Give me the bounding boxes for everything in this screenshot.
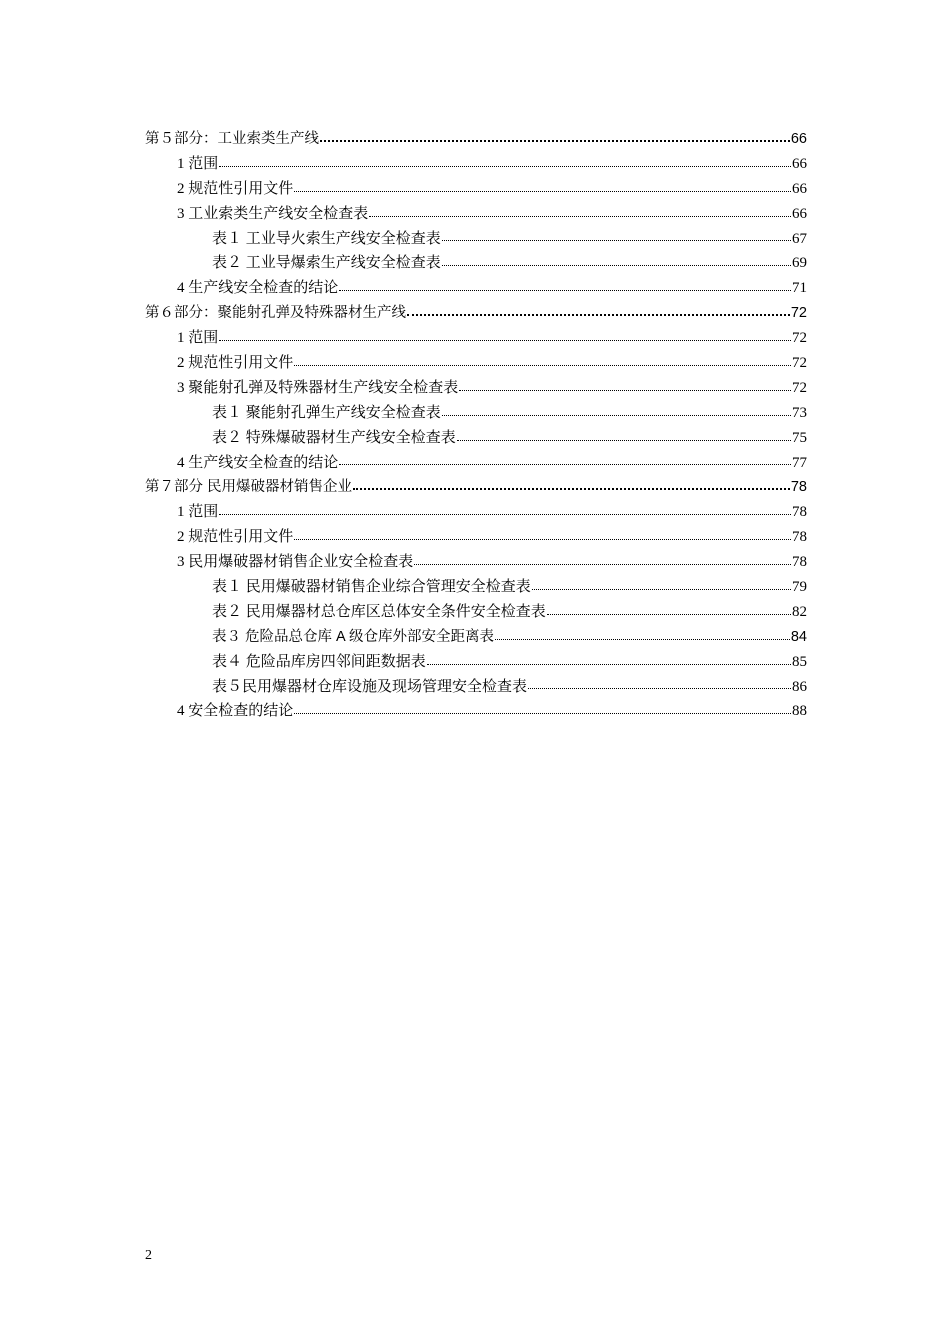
toc-entry-page: 71	[792, 280, 807, 297]
toc-entry[interactable]	[145, 401, 807, 426]
toc-entry-title: 2 规范性引用文件	[177, 180, 294, 197]
toc-part-heading[interactable]	[145, 475, 807, 500]
toc-entry-page: 72	[792, 330, 807, 347]
toc-entry-title: 表１ 聚能射孔弹生产线安全检查表	[212, 404, 441, 421]
dot-leader	[442, 414, 791, 416]
table-of-contents	[145, 127, 807, 724]
dot-leader	[407, 313, 790, 316]
toc-entry-page: 72	[790, 305, 807, 322]
toc-entry-page: 84	[790, 628, 807, 645]
dot-leader	[528, 687, 791, 689]
toc-entry-page: 86	[792, 678, 807, 695]
dot-leader	[532, 588, 791, 590]
toc-entry[interactable]	[145, 625, 807, 650]
toc-entry[interactable]	[145, 376, 807, 401]
dot-leader	[294, 712, 791, 714]
toc-entry-title: 表５民用爆器材仓库设施及现场管理安全检查表	[212, 678, 528, 695]
toc-entry[interactable]	[145, 500, 807, 525]
dot-leader	[442, 264, 791, 266]
toc-entry[interactable]	[145, 525, 807, 550]
toc-entry-title: 第７部分 民用爆破器材销售企业	[145, 479, 353, 496]
toc-entry-title: 4 生产线安全检查的结论	[177, 454, 339, 471]
toc-entry-page: 66	[792, 205, 807, 222]
toc-entry-title: 4 安全检查的结论	[177, 703, 294, 720]
dot-leader	[339, 463, 791, 465]
toc-entry[interactable]	[145, 550, 807, 575]
toc-entry-page: 85	[792, 653, 807, 670]
dot-leader	[219, 513, 791, 515]
toc-entry-page: 73	[792, 404, 807, 421]
toc-entry[interactable]	[145, 650, 807, 675]
toc-entry-title: 1 范围	[177, 504, 219, 521]
toc-entry-title: 2 规范性引用文件	[177, 355, 294, 372]
toc-entry[interactable]	[145, 227, 807, 252]
dot-leader	[339, 289, 791, 291]
dot-leader	[442, 239, 791, 241]
dot-leader	[320, 139, 790, 142]
toc-entry-page: 78	[790, 479, 807, 496]
toc-entry-page: 69	[792, 255, 807, 272]
toc-entry-title: 表３ 危险品总仓库 A 级仓库外部安全距离表	[212, 628, 494, 645]
toc-part-heading[interactable]	[145, 301, 807, 326]
toc-entry-page: 66	[790, 131, 807, 147]
toc-entry-title: 3 工业索类生产线安全检查表	[177, 205, 369, 222]
toc-entry[interactable]	[145, 152, 807, 177]
toc-entry-page: 78	[792, 529, 807, 546]
toc-entry-page: 66	[792, 180, 807, 197]
toc-entry[interactable]	[145, 426, 807, 451]
toc-entry[interactable]	[145, 177, 807, 202]
dot-leader	[369, 215, 791, 217]
dot-leader	[547, 613, 791, 615]
toc-entry-title: 第５部分：工业索类生产线	[145, 131, 319, 147]
toc-entry-page: 72	[792, 355, 807, 372]
dot-leader	[414, 563, 791, 565]
toc-entry-page: 66	[792, 155, 807, 172]
dot-leader	[353, 487, 790, 490]
page-number: 2	[145, 1248, 152, 1263]
dot-leader	[294, 190, 791, 192]
toc-entry[interactable]	[145, 699, 807, 724]
toc-entry-page: 82	[792, 603, 807, 620]
toc-entry-title: 表４ 危险品库房四邻间距数据表	[212, 653, 426, 670]
toc-entry-page: 72	[792, 379, 807, 396]
toc-entry-page: 78	[792, 504, 807, 521]
toc-entry-title: 1 范围	[177, 330, 219, 347]
toc-entry-title: 表１ 工业导火索生产线安全检查表	[212, 230, 441, 247]
toc-entry[interactable]	[145, 600, 807, 625]
dot-leader	[219, 165, 791, 167]
toc-part-heading[interactable]	[145, 127, 807, 152]
dot-leader	[459, 389, 791, 391]
dot-leader	[294, 538, 791, 540]
toc-entry-page: 79	[792, 579, 807, 596]
dot-leader	[457, 439, 791, 441]
toc-entry-title: 2 规范性引用文件	[177, 529, 294, 546]
toc-entry-title: 3 聚能射孔弹及特殊器材生产线安全检查表	[177, 379, 459, 396]
toc-entry-title: 表１ 民用爆破器材销售企业综合管理安全检查表	[212, 579, 531, 596]
toc-entry-page: 78	[792, 554, 807, 571]
toc-entry-title: 表２ 工业导爆索生产线安全检查表	[212, 255, 441, 272]
toc-entry-page: 67	[792, 230, 807, 247]
toc-entry-title: 表２ 特殊爆破器材生产线安全检查表	[212, 429, 456, 446]
toc-entry[interactable]	[145, 351, 807, 376]
toc-entry-title: 1 范围	[177, 155, 219, 172]
toc-entry-title: 第６部分：聚能射孔弹及特殊器材生产线	[145, 305, 406, 322]
dot-leader	[294, 364, 791, 366]
toc-entry[interactable]	[145, 202, 807, 227]
dot-leader	[219, 339, 791, 341]
toc-entry-page: 88	[792, 703, 807, 720]
toc-entry[interactable]	[145, 675, 807, 700]
dot-leader	[495, 638, 790, 640]
toc-entry[interactable]	[145, 276, 807, 301]
toc-entry[interactable]	[145, 575, 807, 600]
toc-entry-title: 4 生产线安全检查的结论	[177, 280, 339, 297]
toc-entry[interactable]	[145, 251, 807, 276]
toc-entry-page: 75	[792, 429, 807, 446]
toc-entry[interactable]	[145, 326, 807, 351]
dot-leader	[427, 663, 791, 665]
toc-entry[interactable]	[145, 451, 807, 476]
toc-entry-title: 3 民用爆破器材销售企业安全检查表	[177, 554, 414, 571]
toc-entry-page: 77	[792, 454, 807, 471]
toc-entry-title: 表２ 民用爆器材总仓库区总体安全条件安全检查表	[212, 603, 546, 620]
